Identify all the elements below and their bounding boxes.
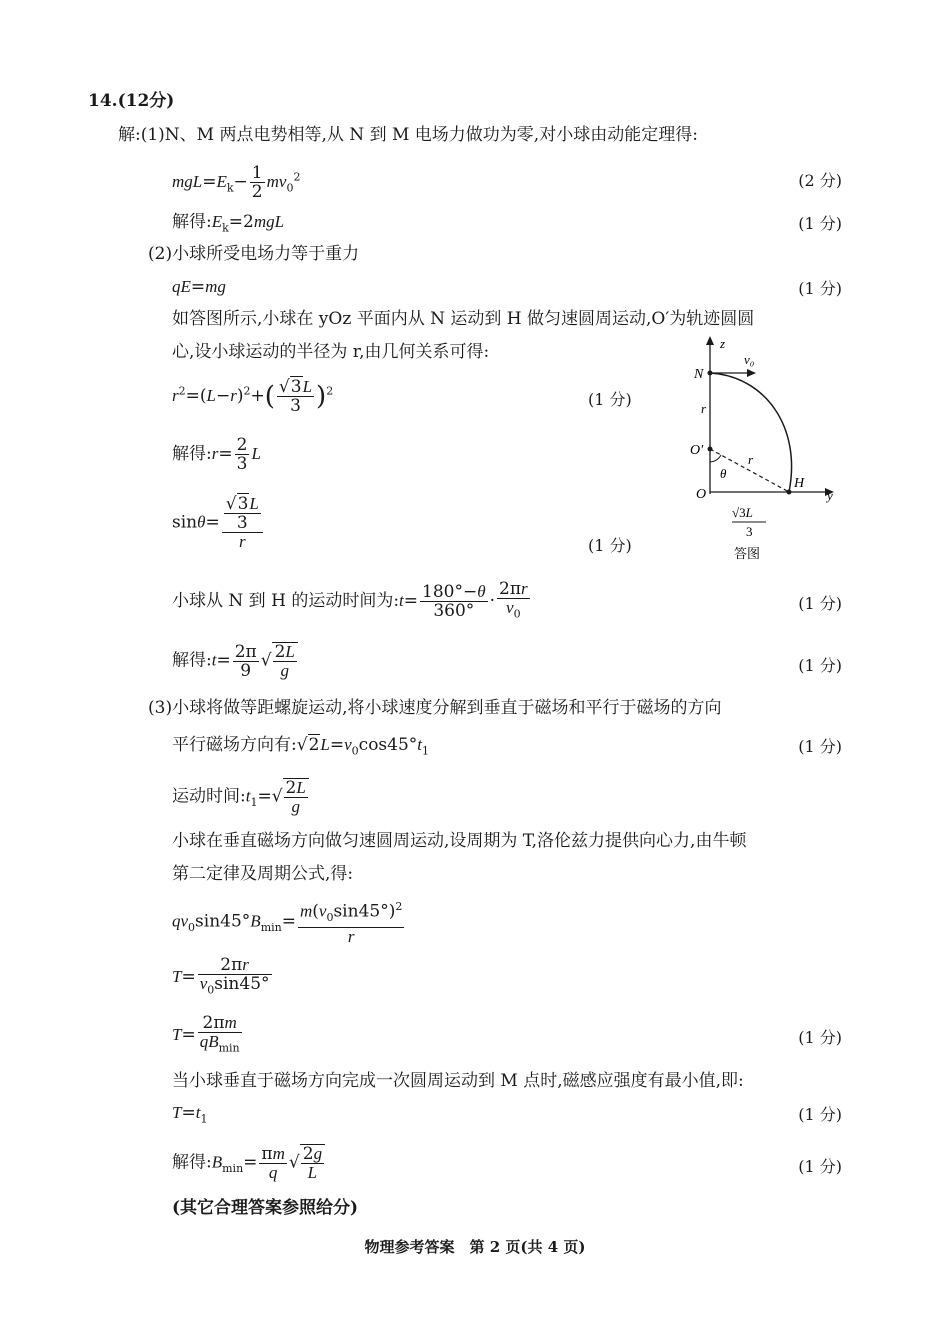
part3-desc2: 第二定律及周期公式,得: [172,864,354,884]
part1-intro: 解:(1)N、M 两点电势相等,从 N 到 M 电场力做功为零,对小球由动能定理得: [118,125,698,145]
period-equation-2: T= $\frac{2\pi m}{qB_{min}}$ [172,1013,240,1055]
score: (1 分) [798,594,842,613]
score: (1 分) [798,1105,842,1124]
solve-label: 解得: [172,444,212,464]
y-axis-label: y [827,488,833,503]
score: (1 分) [588,390,632,409]
sine-equation: sinθ= $\frac{\frac{√3L}{3}}{r}$ [172,495,265,551]
part2-intro: (2)小球所受电场力等于重力 [148,244,360,264]
score: (1 分) [798,279,842,298]
time-equation: 小球从 N 到 H 的运动时间为:t= $\frac{180^\circ-\theta}{360^\circ}$ · $\frac{2\pi r}{v_0}$ [172,579,528,622]
bmin-result: 解得$:B_{min}=$ $\frac{\pi m}{q}$ √ $\frac{2g}{L}$ [172,1144,327,1182]
grading-note: (其它合理答案参照给分) [172,1198,359,1218]
part2-desc1: 如答图所示,小球在 yOz 平面内从 N 运动到 H 做匀速圆周运动,O′为轨迹圆圆 [172,309,755,329]
score: (1 分) [798,1157,842,1176]
time-result: 解得:t= $\frac{2\pi}{9}$ √ $\frac{2L}{g}$ [172,642,300,680]
lorentz-equation: $qv_0\sin 45^\circ B_{min}=$ $\frac{m(v_0\sin 45^\circ)^2}{r}$ [172,900,403,947]
center-label: O′ [690,443,704,458]
score: (1 分) [588,536,632,555]
period-equation-1: T= $\frac{2\pi r}{v_0\sin 45^\circ}$ [172,955,270,997]
ek-result: 解得$:E_k=2mgL$ [172,212,285,235]
solve-label: 解得: [172,650,212,671]
z-axis-label: z [720,336,726,351]
diagram-caption: 答图 [734,547,761,562]
radius-result: 解得:r= $\frac{2}{3}$ L [172,435,261,474]
theta-label: θ [720,466,727,481]
part3-desc3: 当小球垂直于磁场方向完成一次圆周运动到 M 点时,磁感应强度有最小值,即: [172,1071,744,1091]
score: (1 分) [798,214,842,233]
energy-equation: $mgL=E_k-$ $\frac{1}{2}$ $mv_0^2$ [172,163,301,202]
question-number: 14.(12分) [88,91,175,111]
parallel-equation: 平行磁场方向有$:√2L=v_0\cos 45^\circ t_1$ [172,735,430,758]
part3-intro: (3)小球将做等距螺旋运动,将小球速度分解到垂直于磁场和平行于磁场的方向 [148,698,722,718]
point-h-label: H [794,476,805,491]
part2-desc2: 心,设小球运动的半径为 r,由几何关系可得: [172,342,490,362]
part3-desc1: 小球在垂直磁场方向做匀速圆周运动,设周期为 T,洛伦兹力提供向心力,由牛顿 [172,831,747,851]
radius-label-vertical: r [701,401,707,416]
radius-equation: $r^2=(L-r)^2+$( $\frac{√3L}{3}$ )$^2$ [172,377,334,416]
score: (1 分) [798,656,842,675]
period-equality: $T=t_1$ [172,1103,208,1126]
point-n-label: N [694,367,704,382]
origin-label: O [696,487,707,502]
diagram-denominator: 3 [746,524,753,539]
t1-equation: 运动时间$:t_1=√$ $\frac{2L}{g}$ [172,778,311,816]
solve-label: 解得: [172,212,212,232]
time-label: 运动时间: [172,786,246,807]
velocity-label: v₀ [744,352,755,367]
score: (2 分) [798,171,842,190]
time-label: 小球从 N 到 H 的运动时间为: [172,591,400,612]
score: (1 分) [798,1028,842,1047]
parallel-label: 平行磁场方向有: [172,735,297,755]
force-equation: qE=mg [172,277,226,297]
solve-label: 解得: [172,1152,212,1173]
trajectory-diagram [684,336,844,564]
score: (1 分) [798,737,842,756]
radius-label-dashed: r [748,452,754,467]
diagram-root3-numerator: √3L [732,505,753,520]
page-footer: 物理参考答案 第 2 页(共 4 页) [364,1238,586,1256]
trajectory-svg [684,336,844,564]
